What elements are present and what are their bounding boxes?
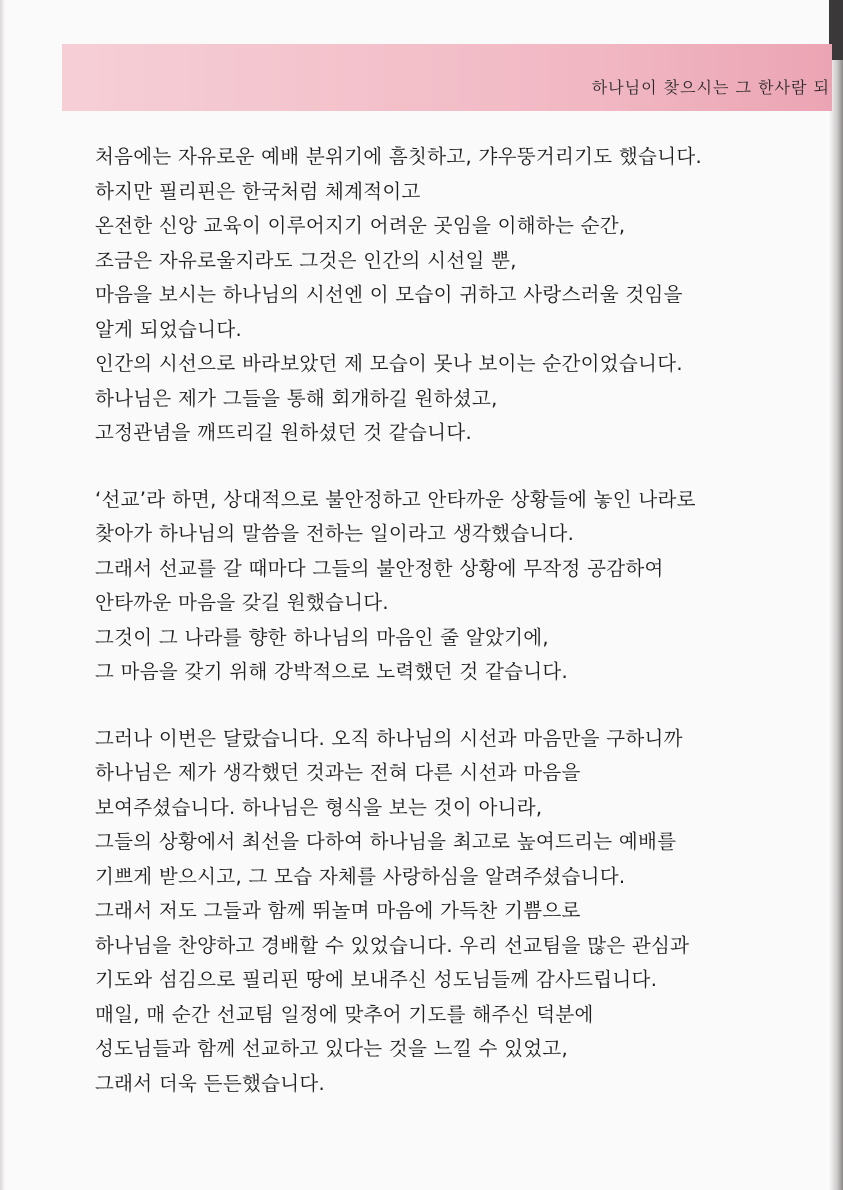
scan-edge-left [0,0,5,1190]
text-line: 기도와 섬김으로 필리핀 땅에 보내주신 성도님들께 감사드립니다. [95,968,658,991]
paragraph-1 [95,140,825,451]
text-line: 안타까운 마음을 갖길 원했습니다. [95,591,389,614]
text-line: 인간의 시선으로 바라보았던 제 모습이 못나 보이는 순간이었습니다. [95,352,683,375]
text-line: 매일, 매 순간 선교팀 일정에 맞추어 기도를 해주신 덕분에 [95,1002,594,1026]
text-line: 고정관념을 깨뜨리길 원하셨던 것 같습니다. [95,421,472,444]
text-line: 처음에는 자유로운 예배 분위기에 흠칫하고, 갸우뚱거리기도 했습니다. [95,145,702,168]
text-line: 그래서 더욱 든든했습니다. [95,1071,326,1095]
text-line: 성도님들과 함께 선교하고 있다는 것을 느낄 수 있었고, [95,1037,569,1060]
text-line: 하나님은 제가 생각했던 것과는 전혀 다른 시선과 마음을 [95,761,581,784]
text-line: 그래서 선교를 갈 때마다 그들의 불안정한 상황에 무작정 공감하여 [95,556,664,580]
text-line: 기쁘게 받으시고, 그 모습 자체를 사랑하심을 알려주셨습니다. [95,864,626,888]
text-line: 그래서 저도 그들과 함께 뛰놀며 마음에 가득찬 기쁨으로 [95,899,581,922]
text-line: 하나님은 제가 그들을 통해 회개하길 원하셨고, [95,386,498,410]
text-line: 조금은 자유로울지라도 그것은 인간의 시선일 뿐, [95,248,517,272]
text-line: 그 마음을 갖기 위해 강박적으로 노력했던 것 같습니다. [95,660,569,683]
text-line: 보여주셨습니다. 하나님은 형식을 보는 것이 아니라, [95,795,543,819]
header-band [62,44,832,111]
text-line: ‘선교’라 하면, 상대적으로 불안정하고 안타까운 상황들에 놓인 나라로 [95,487,696,511]
text-line: 하지만 필리핀은 한국처럼 체계적이고 [95,179,421,203]
text-line: 그러나 이번은 달랐습니다. 오직 하나님의 시선과 마음만을 구하니까 [95,726,683,750]
text-line: 알게 되었습니다. [95,317,242,341]
text-line: 온전한 신앙 교육이 이루어지기 어려운 곳임을 이해하는 순간, [95,214,626,237]
text-line: 그것이 그 나라를 향한 하나님의 마음인 줄 알았기에, [95,625,549,649]
scan-edge-right [829,0,843,1190]
text-line: 마음을 보시는 하나님의 시선엔 이 모습이 귀하고 사랑스러울 것임을 [95,283,683,306]
text-line: 찾아가 하나님의 말씀을 전하는 일이라고 생각했습니다. [95,522,575,545]
running-title: 하나님이 찾으시는 그 한사람 되 [591,78,830,97]
paragraph-3 [95,722,825,1102]
text-line: 그들의 상황에서 최선을 다하여 하나님을 최고로 높여드리는 예배를 [95,830,677,853]
body-text [95,140,825,1133]
paragraph-2 [95,483,825,690]
text-line: 하나님을 찬양하고 경배할 수 있었습니다. 우리 선교팀을 많은 관심과 [95,933,690,957]
